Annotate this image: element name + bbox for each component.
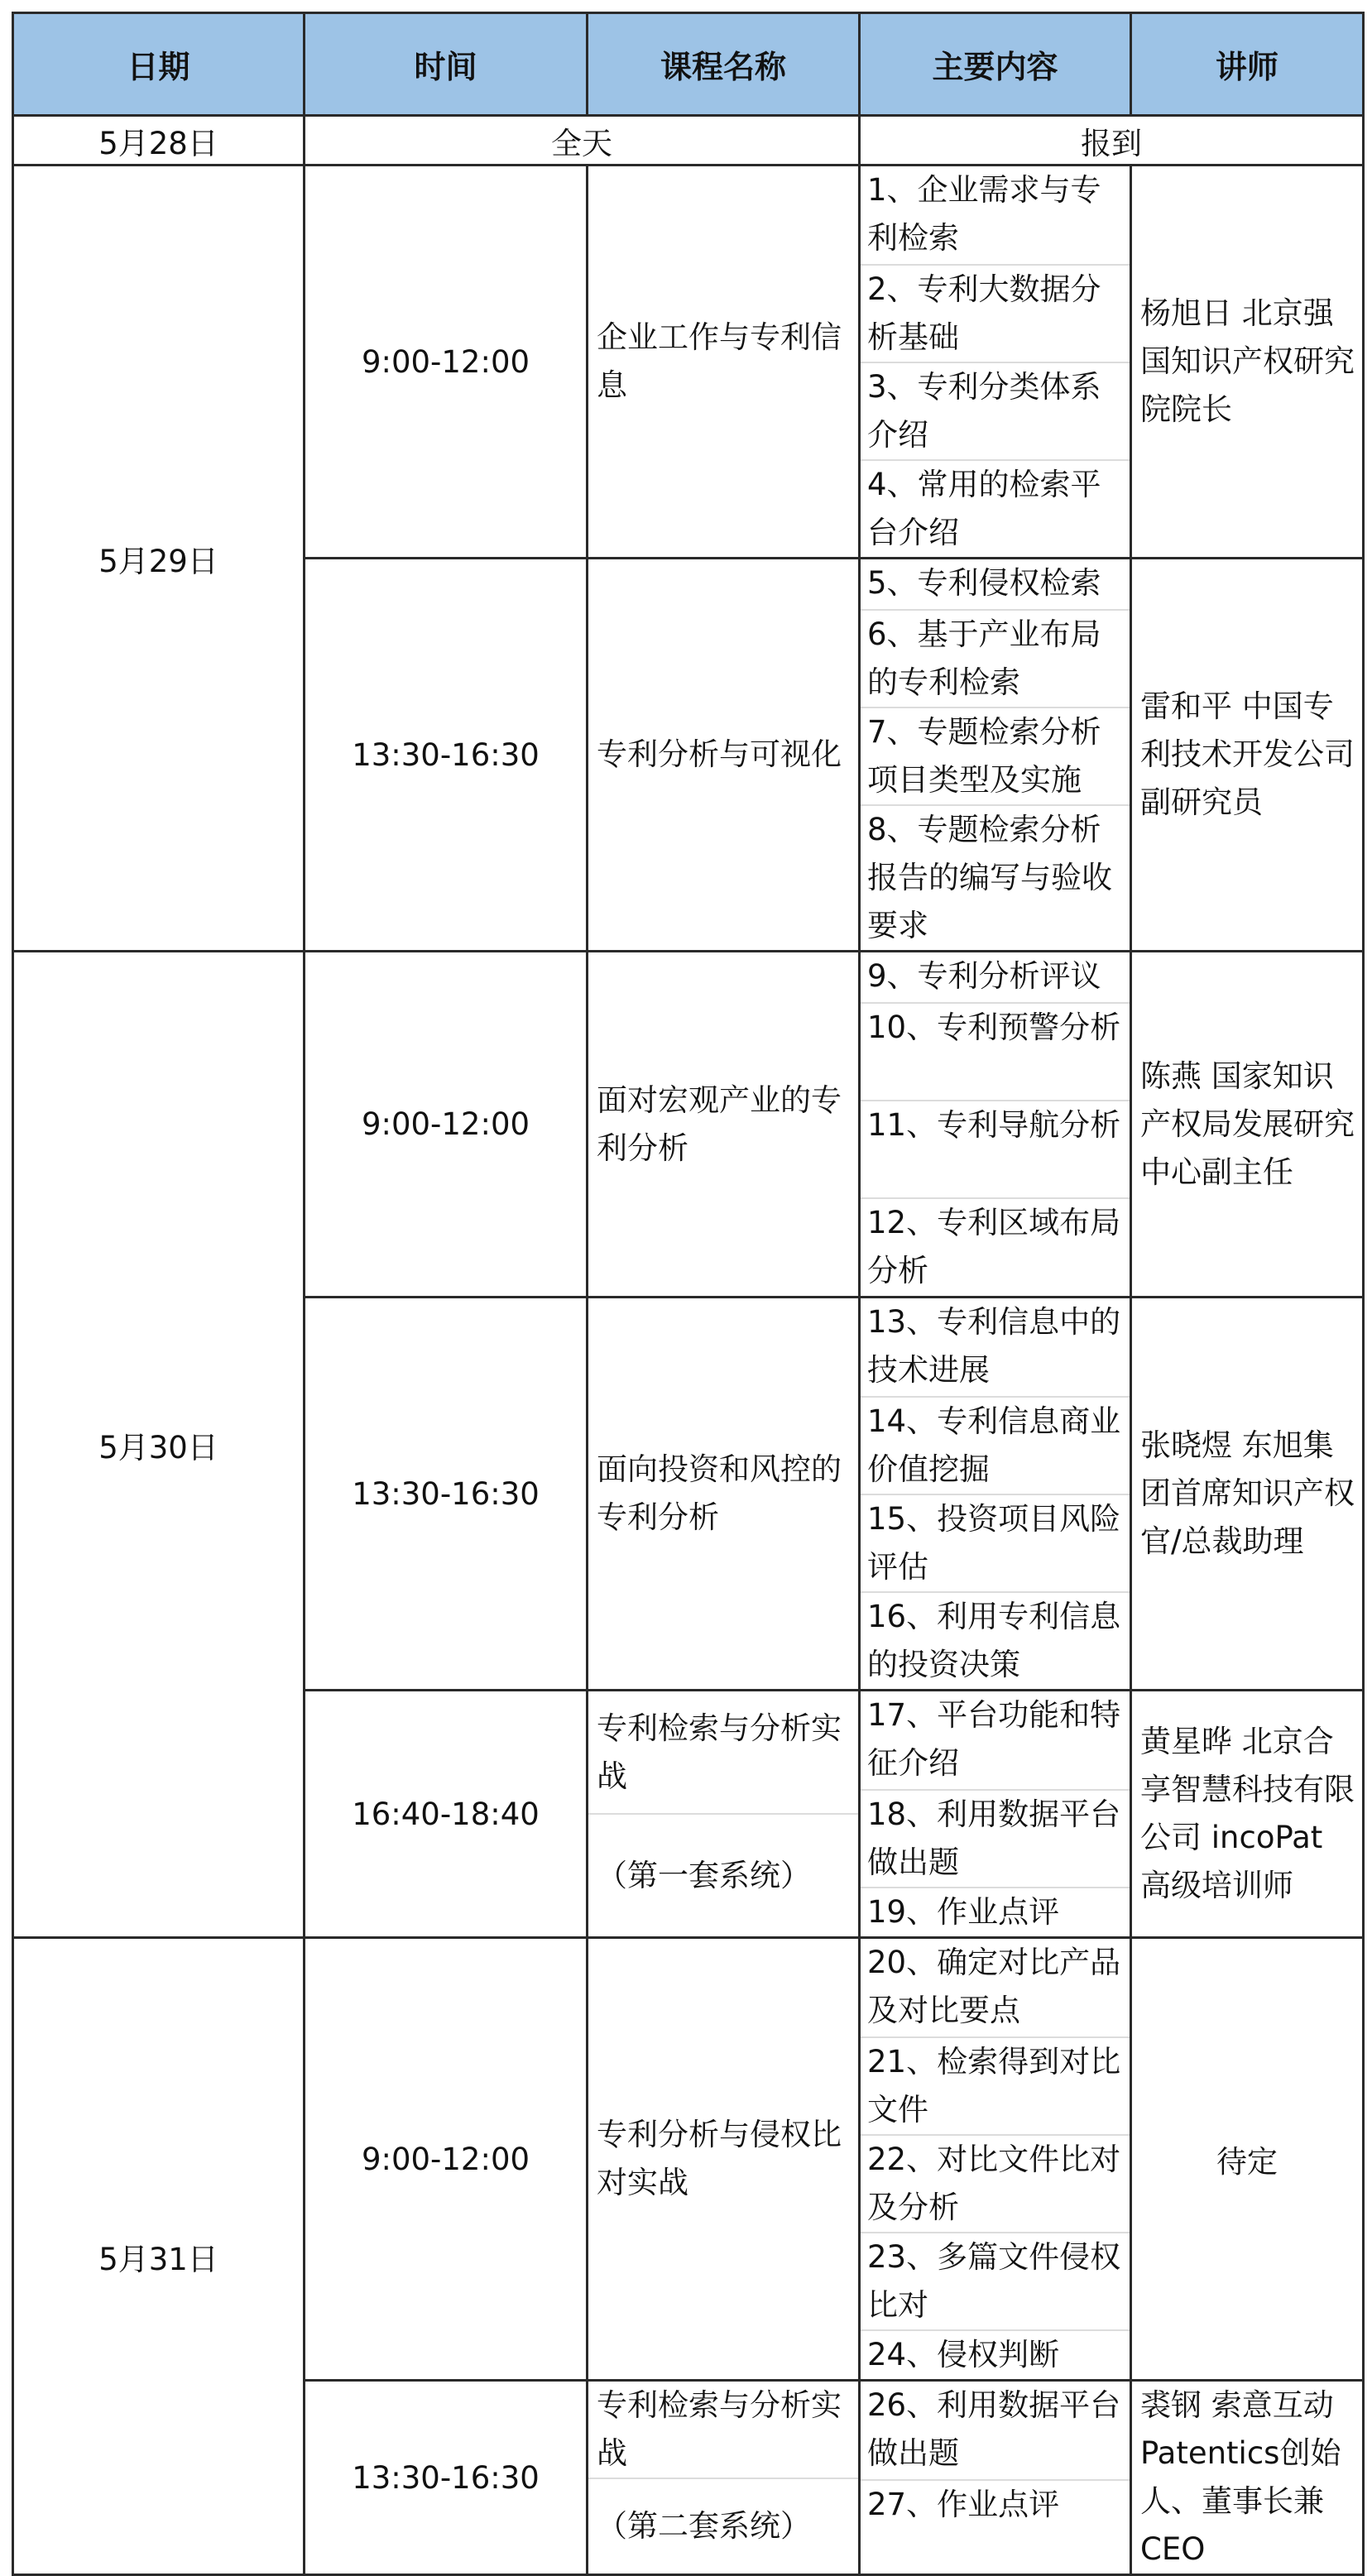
content-item: 6、基于产业布局的专利检索 <box>861 609 1130 707</box>
content-cell <box>860 1938 1131 2381</box>
course-system: （第二套系统） <box>588 2478 858 2574</box>
table-row <box>13 116 1364 165</box>
content-item: 19、作业点评 <box>861 1887 1130 1936</box>
content-item: 16、利用专利信息的投资决策 <box>861 1591 1130 1689</box>
lecturer-cell: 陈燕 国家知识产权局发展研究中心副主任 <box>1131 952 1364 1298</box>
table-row <box>13 1938 1364 2381</box>
course-title: 专利检索与分析实战 <box>597 2387 842 2471</box>
date-cell: 5月30日 <box>13 952 305 1938</box>
content-item: 23、多篇文件侵权比对 <box>861 2232 1130 2329</box>
date-cell: 5月28日 <box>13 116 305 165</box>
header-lecturer: 讲师 <box>1131 13 1364 116</box>
content-cell <box>860 165 1131 559</box>
content-cell <box>860 1298 1131 1691</box>
course-system: （第一套系统） <box>588 1813 858 1936</box>
table-row <box>13 952 1364 1298</box>
content-item: 14、专利信息商业价值挖掘 <box>861 1396 1130 1494</box>
date-cell: 5月31日 <box>13 1938 305 2575</box>
content-item: 18、利用数据平台做出题 <box>861 1789 1130 1887</box>
lecturer-cell: 裘钢 索意互动Patentics创始人、董事长兼CEO <box>1131 2381 1364 2575</box>
content-item: 10、专利预警分析 <box>861 1002 1130 1100</box>
content-item: 13、专利信息中的技术进展 <box>867 1304 1121 1388</box>
content-item: 24、侵权判断 <box>861 2329 1130 2379</box>
content-item: 8、专题检索分析报告的编写与验收要求 <box>861 804 1130 950</box>
content-item: 15、投资项目风险评估 <box>861 1494 1130 1591</box>
content-item: 11、专利导航分析 <box>861 1100 1130 1197</box>
content-item: 26、利用数据平台做出题 <box>867 2387 1121 2471</box>
content-item: 20、确定对比产品及对比要点 <box>867 1945 1121 2028</box>
time-cell: 全天 <box>305 116 860 165</box>
header-row <box>13 13 1364 116</box>
content-item: 3、专利分类体系介绍 <box>861 362 1130 459</box>
course-cell: 面对宏观产业的专利分析 <box>588 952 860 1298</box>
course-cell: 企业工作与专利信息 <box>588 165 860 559</box>
time-cell: 9:00-12:00 <box>305 165 588 559</box>
content-item: 12、专利区域布局分析 <box>861 1197 1130 1296</box>
content-item: 7、专题检索分析项目类型及实施 <box>861 707 1130 804</box>
content-item: 17、平台功能和特征介绍 <box>867 1697 1121 1781</box>
content-cell <box>860 559 1131 952</box>
content-cell <box>860 1691 1131 1938</box>
content-item: 9、专利分析评议 <box>867 958 1101 994</box>
content-item: 4、常用的检索平台介绍 <box>861 459 1130 557</box>
content-item: 1、企业需求与专利检索 <box>867 172 1101 256</box>
course-cell <box>588 2381 860 2575</box>
header-content: 主要内容 <box>860 13 1131 116</box>
lecturer-cell: 杨旭日 北京强国知识产权研究院院长 <box>1131 165 1364 559</box>
header-course: 课程名称 <box>588 13 860 116</box>
schedule-table <box>12 12 1365 2576</box>
content-item: 22、对比文件比对及分析 <box>861 2134 1130 2232</box>
date-cell: 5月29日 <box>13 165 305 952</box>
content-item: 27、作业点评 <box>861 2479 1130 2574</box>
lecturer-cell: 黄星晔 北京合享智慧科技有限公司 incoPat 高级培训师 <box>1131 1691 1364 1938</box>
lecturer-cell: 待定 <box>1131 1938 1364 2381</box>
lecturer-cell: 雷和平 中国专利技术开发公司副研究员 <box>1131 559 1364 952</box>
time-cell: 9:00-12:00 <box>305 1938 588 2381</box>
content-item: 2、专利大数据分析基础 <box>861 264 1130 362</box>
header-date: 日期 <box>13 13 305 116</box>
course-title: 专利检索与分析实战 <box>597 1710 842 1794</box>
course-cell: 专利分析与可视化 <box>588 559 860 952</box>
content-item: 5、专利侵权检索 <box>867 565 1101 601</box>
content-item: 21、检索得到对比文件 <box>861 2036 1130 2134</box>
course-cell: 面向投资和风控的专利分析 <box>588 1298 860 1691</box>
time-cell: 16:40-18:40 <box>305 1691 588 1938</box>
time-cell: 13:30-16:30 <box>305 2381 588 2575</box>
course-cell: 专利分析与侵权比对实战 <box>588 1938 860 2381</box>
course-cell <box>588 1691 860 1938</box>
content-cell: 报到 <box>860 116 1364 165</box>
header-time: 时间 <box>305 13 588 116</box>
time-cell: 9:00-12:00 <box>305 952 588 1298</box>
content-cell <box>860 952 1131 1298</box>
time-cell: 13:30-16:30 <box>305 1298 588 1691</box>
content-cell <box>860 2381 1131 2575</box>
lecturer-cell: 张晓煜 东旭集团首席知识产权官/总裁助理 <box>1131 1298 1364 1691</box>
table-row <box>13 165 1364 559</box>
time-cell: 13:30-16:30 <box>305 559 588 952</box>
